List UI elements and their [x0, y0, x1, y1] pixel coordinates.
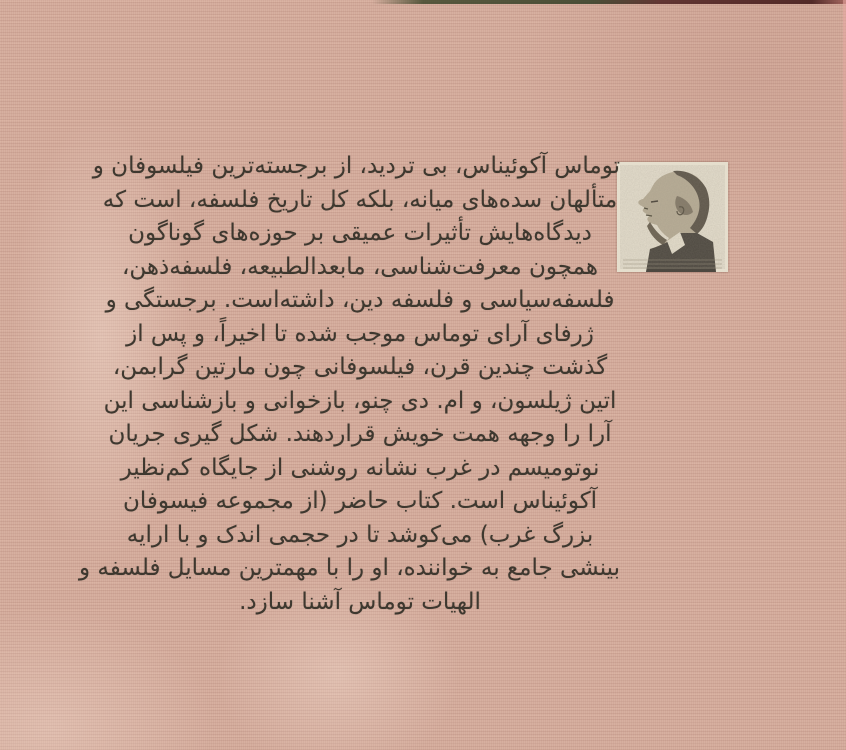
paragraph-line: الهیات توماس آشنا سازد.: [239, 588, 481, 615]
paragraph-line: فلسفه‌سیاسی و فلسفه دین، داشته‌است. برجستگی و: [105, 287, 615, 313]
paragraph-line: توماس آکوئیناس، بی تردید، از برجسته‌ترین فیلسوفان و: [92, 153, 620, 179]
scan-artifact-top-edge: [0, 0, 846, 4]
paragraph-line: دیدگاه‌هایش تأثیرات عمیقی بر حوزه‌های گوناگون: [128, 220, 592, 246]
paragraph-line: همچون معرفت‌شناسی، مابعدالطبیعه، فلسفه‌ذهن،: [121, 253, 599, 280]
paragraph-line: آرا را وجهه همت خویش قراردهند. شکل گیری جریان: [108, 421, 612, 447]
aquinas-portrait-engraving: [617, 162, 728, 272]
paragraph-line: متألهان سده‌های میانه، بلکه کل تاریخ فلسفه، است که: [102, 186, 618, 213]
paragraph-line: بزرگ غرب) می‌کوشد تا در حجمی اندک و با ارایه: [126, 521, 594, 548]
paragraph-line: نوتومیسم در غرب نشانه روشنی از جایگاه کم‌نظیر: [120, 454, 600, 481]
paragraph-line: اتین ژیلسون، و ام. دی چنو، بازخوانی و بازشناسی این: [103, 387, 617, 414]
description-paragraph: [78, 150, 620, 619]
paragraph-line: آکوئیناس است. کتاب حاضر (از مجموعه فیسوفان: [122, 488, 598, 514]
paragraph-line: گذشت چندین قرن، فیلسوفانی چون مارتین گرابمن،: [112, 354, 608, 380]
aquinas-portrait: [617, 162, 728, 272]
paragraph-line: بینشی جامع به خواننده، او را با مهمترین مسایل فلسفه و: [78, 555, 620, 581]
paragraph-line: ژرفای آرای توماس موجب شده تا اخیراً، و پس از: [126, 320, 594, 347]
